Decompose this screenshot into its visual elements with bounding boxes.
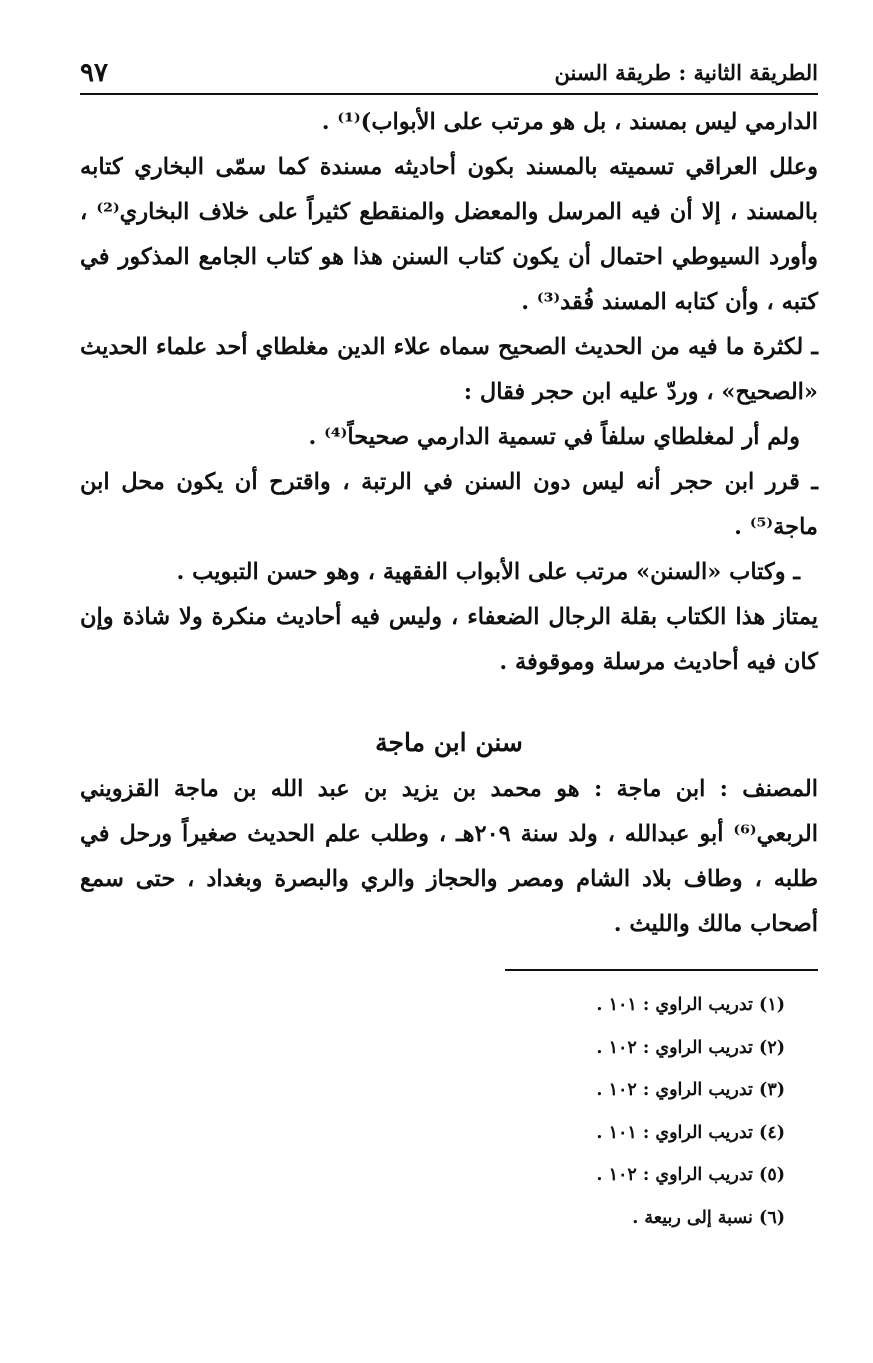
footnote-item: (٤) تدريب الراوي : ١٠١ . <box>596 1122 785 1143</box>
paragraph-author-bio: المصنف : ابن ماجة : هو محمد بن يزيد بن عبد الله بن ماجة القزويني الربعي⁽⁶⁾ أبو عبدالله ، ولد سنة ٢٠٩هـ ، وطلب علم الحديث صغيراً ورحل في طلبه ، وطاف بلاد الشام ومصر والحجاز والري والبصرة وبغداد ، حتى سمع أصحاب مالك والليث . <box>80 776 818 937</box>
footnote-item: (٦) نسبة إلى ربيعة . <box>632 1207 785 1228</box>
paragraph-mughaltay: ـ لكثرة ما فيه من الحديث الصحيح سماه علاء الدين مغلطاي أحد علماء الحديث «الصحيح» ، وردّ عليه ابن حجر فقال : <box>80 334 818 405</box>
paragraph-iraqi-naming: وعلل العراقي تسميته بالمسند بكون أحاديثه مسندة كما سمّى البخاري كتابه بالمسند ، إلا أن فيه المرسل والمعضل والمنقطع كثيراً على خلاف البخاري⁽²⁾ ، وأورد السيوطي احتمال أن يكون كتاب السنن هذا هو كتاب الجامع المذكور في كتبه ، وأن كتابه المسند فُقد⁽³⁾ . <box>80 154 818 315</box>
ibn-hajar-quote: ولم أر لمغلطاي سلفاً في تسمية الدارمي صحيحاً⁽⁴⁾ . <box>308 424 800 450</box>
paragraph-ibn-hajar-ranking: ـ قرر ابن حجر أنه ليس دون السنن في الرتبة ، واقترح أن يكون محل ابن ماجة⁽⁵⁾ . <box>80 469 818 540</box>
paragraph-continuation: الدارمي ليس بمسند ، بل هو مرتب على الأبواب)⁽¹⁾ . <box>321 109 818 135</box>
footnotes <box>385 984 785 1239</box>
footnote-item: (٢) تدريب الراوي : ١٠٢ . <box>596 1037 785 1058</box>
header-rule <box>80 93 818 95</box>
main-text <box>80 100 818 947</box>
footnote-item: (٣) تدريب الراوي : ١٠٢ . <box>596 1080 785 1100</box>
footnote-item: (١) تدريب الراوي : ١٠١ . <box>596 995 785 1015</box>
running-header <box>80 58 818 92</box>
section-title: سنن ابن ماجة <box>375 728 523 757</box>
footnote-item: (٥) تدريب الراوي : ١٠٢ . <box>596 1165 785 1185</box>
page-number: ٩٧ <box>80 58 108 88</box>
running-header-title: الطريقة الثانية : طريقة السنن <box>554 60 818 85</box>
paragraph-book-merits: يمتاز هذا الكتاب بقلة الرجال الضعفاء ، وليس فيه أحاديث منكرة ولا شاذة وإن كان فيه أحاديث مرسلة وموقوفة . <box>80 604 818 675</box>
footnote-rule <box>505 969 818 971</box>
paragraph-fiqh-arrangement: ـ وكتاب «السنن» مرتب على الأبواب الفقهية ، وهو حسن التبويب . <box>176 559 800 585</box>
